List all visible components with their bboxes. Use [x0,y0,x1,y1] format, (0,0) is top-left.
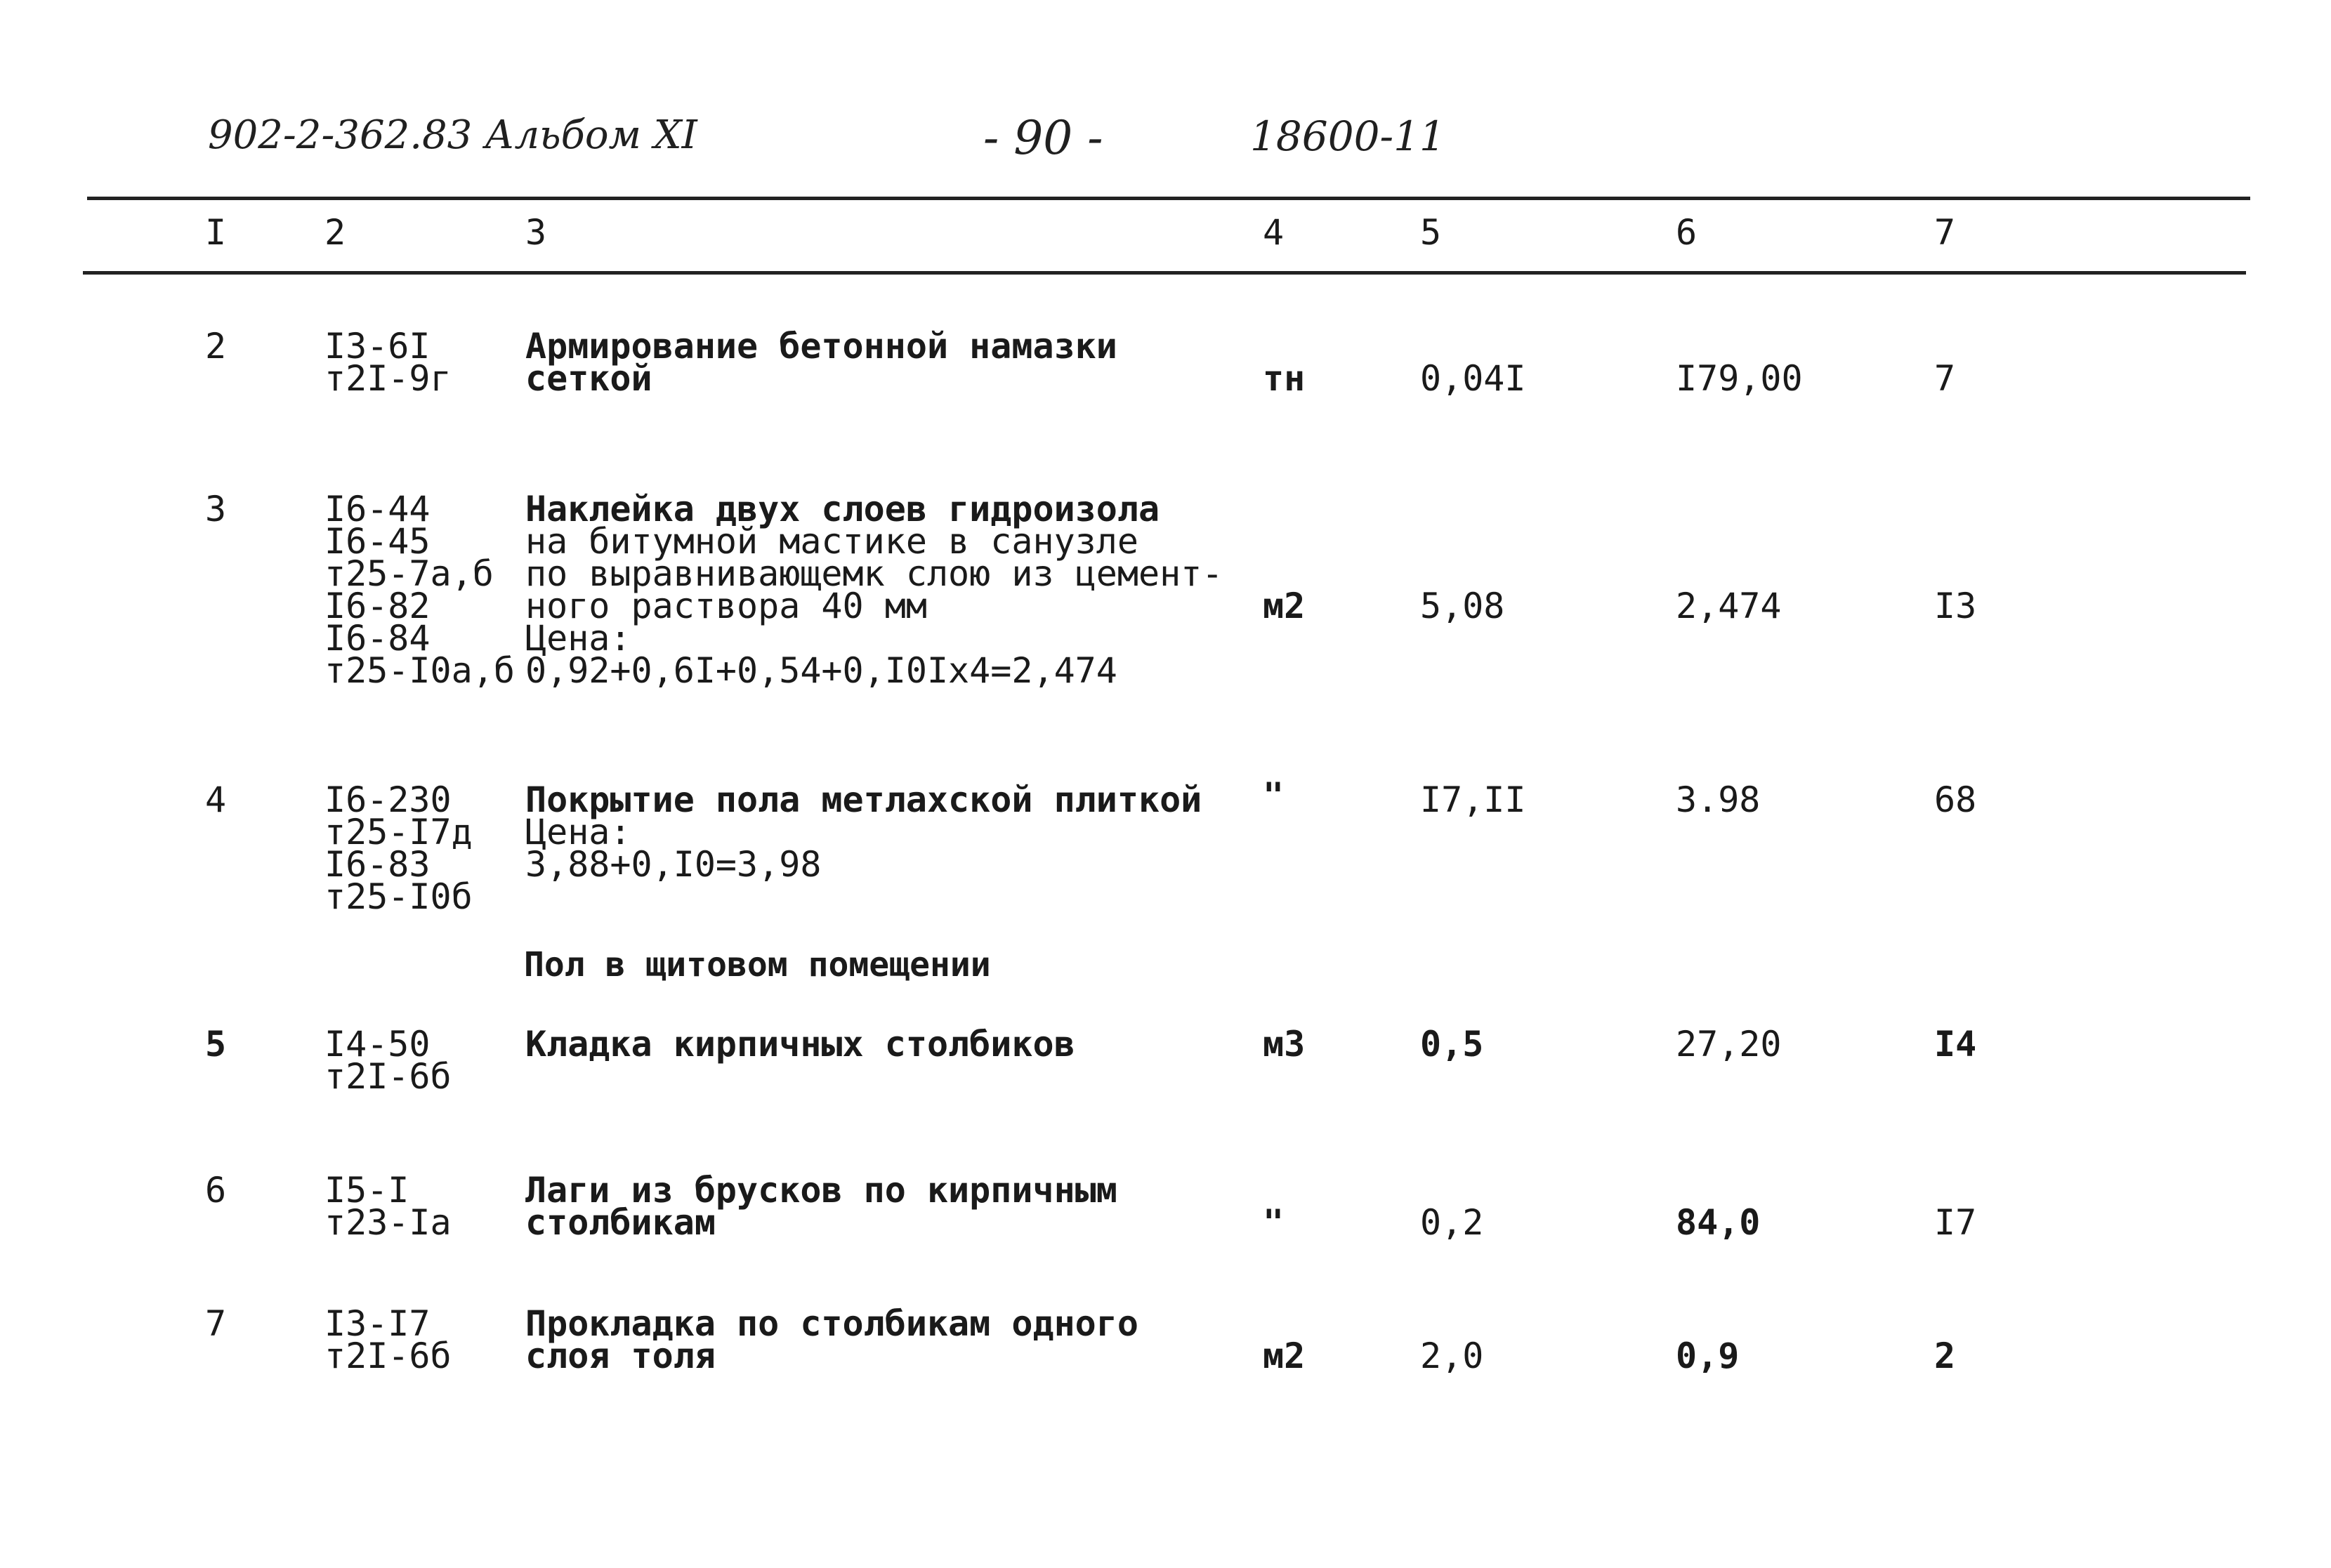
description-line: ного раствора 40 мм [525,586,927,626]
row-total: I3 [1934,586,1977,626]
row-number: 2 [205,326,227,367]
description-line: Кладка кирпичных столбиков [525,1024,1075,1065]
row-quantity: 0,2 [1420,1202,1484,1243]
row-codes [324,779,473,917]
column-header-5: 5 [1420,212,1442,253]
code-line: т2I-9г [324,358,452,399]
row-price: 3.98 [1676,779,1761,820]
row-unit: м3 [1263,1024,1306,1065]
description-line: 0,92+0,6I+0,54+0,I0Iх4=2,474 [525,650,1117,691]
row-quantity: 5,08 [1420,586,1505,626]
row-unit: " [1263,1202,1285,1243]
row-description [525,489,1223,691]
row-number: 3 [205,489,227,529]
code-line: т25-I7д [324,812,473,852]
row-price: 84,0 [1676,1202,1761,1243]
code-line: т25-I0б [324,876,473,917]
row-codes [324,326,452,399]
row-price: 2,474 [1676,586,1782,626]
header-rule [83,271,2246,275]
row-total: 2 [1934,1336,1956,1376]
code-line: I3-6I [324,326,431,367]
code-line: I6-230 [324,779,452,820]
description-line: на битумной мастике в санузле [525,521,1138,562]
description-line: по выравнивающемк слою из цемент- [525,553,1223,594]
code-line: т23-Iа [324,1202,452,1243]
column-header-1: I [205,212,227,253]
page-number: - 90 - [983,111,1103,165]
code-line: I6-84 [324,618,431,659]
row-total: I7 [1934,1202,1977,1243]
code-line: I6-44 [324,489,431,529]
code-line: I6-82 [324,586,431,626]
row-price: 0,9 [1676,1336,1740,1376]
description-line: сеткой [525,358,652,399]
code-line: т25-I0а,б [324,650,515,691]
row-number: 5 [205,1024,227,1065]
description-line: слоя толя [525,1336,716,1376]
section-title: Пол в щитовом помещении [524,945,991,984]
top-rule [87,197,2250,200]
row-description [525,1170,1117,1243]
row-total: 7 [1934,358,1956,399]
row-price: 27,20 [1676,1024,1782,1065]
row-unit: м2 [1263,586,1306,626]
column-header-4: 4 [1263,212,1285,253]
row-number: 7 [205,1303,227,1344]
code-line: I3-I7 [324,1303,431,1344]
column-header-2: 2 [324,212,346,253]
description-line: Армирование бетонной намазки [525,326,1117,367]
row-codes [324,1303,452,1376]
row-description [525,1024,1075,1065]
document-code: 902-2-362.83 Альбом XI [208,112,697,158]
code-line: I5-I [324,1170,409,1211]
row-total: I4 [1934,1024,1977,1065]
document-number: 18600-11 [1250,112,1445,160]
description-line: столбикам [525,1202,716,1243]
description-line: 3,88+0,I0=3,98 [525,844,822,885]
row-codes [324,489,515,691]
row-codes [324,1024,452,1097]
row-quantity: I7,II [1420,779,1526,820]
row-total: 68 [1934,779,1977,820]
row-unit: " [1263,775,1285,816]
row-codes [324,1170,452,1243]
description-line: Цена: [525,618,631,659]
row-unit: тн [1263,358,1306,399]
code-line: т2I-6б [324,1336,452,1376]
row-description [525,326,1117,399]
column-header-6: 6 [1676,212,1698,253]
description-line: Прокладка по столбикам одного [525,1303,1138,1344]
description-line: Лаги из брусков по кирпичным [525,1170,1117,1211]
row-number: 6 [205,1170,227,1211]
code-line: I4-50 [324,1024,431,1065]
row-unit: м2 [1263,1336,1306,1376]
description-line: Наклейка двух слоев гидроизола [525,489,1160,529]
column-header-3: 3 [525,212,547,253]
code-line: т25-7а,б [324,553,494,594]
row-description [525,779,1202,885]
row-quantity: 0,5 [1420,1024,1484,1065]
code-line: I6-83 [324,844,431,885]
column-header-7: 7 [1934,212,1956,253]
row-price: I79,00 [1676,358,1803,399]
description-line: Покрытие пола метлахской плиткой [525,779,1202,820]
row-quantity: 0,04I [1420,358,1526,399]
code-line: т2I-6б [324,1056,452,1097]
row-description [525,1303,1138,1376]
description-line: Цена: [525,812,631,852]
row-number: 4 [205,779,227,820]
code-line: I6-45 [324,521,431,562]
row-quantity: 2,0 [1420,1336,1484,1376]
